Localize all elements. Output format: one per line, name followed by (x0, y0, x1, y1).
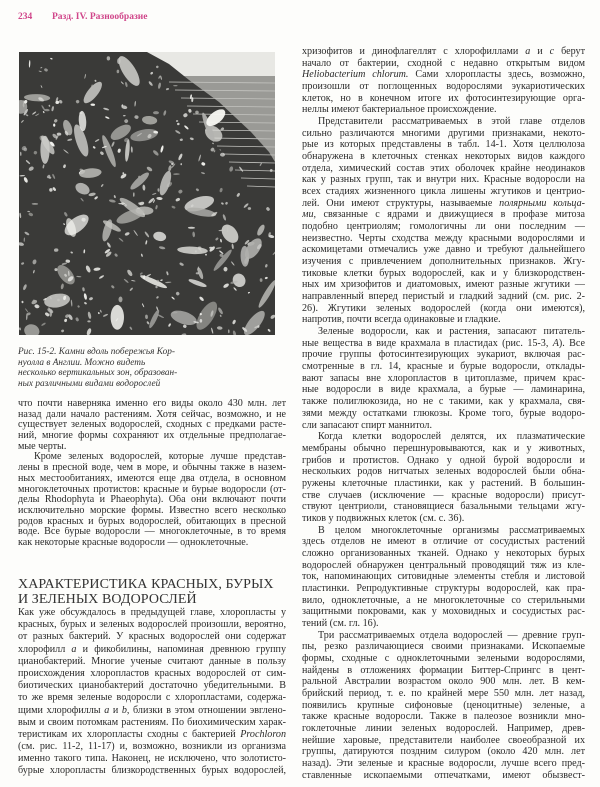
text: именно такого типа. Наконец, не исключено, что золотисто- (18, 753, 286, 765)
text: формы, сходные с одноклеточными зелеными водорослями, (302, 652, 585, 664)
text: воде. Все бурые водоросли — многоклеточные, в то время (18, 527, 286, 538)
text-line (18, 717, 286, 729)
text-line (18, 442, 286, 453)
text-line (302, 606, 585, 618)
text: как у разных групп, так и внутри них. Красные водоросли на (302, 174, 585, 186)
italic-text: a (71, 643, 77, 655)
text-line (18, 668, 286, 680)
text-line (302, 268, 585, 280)
text: прочие группы фотосинтезирующих эукариот, включая рас- (302, 349, 585, 361)
text: (см. рис. 11-2, 11-17) и, возможно, возникли из организма (18, 741, 286, 753)
running-header: Разд. IV. Разнообразие (52, 12, 148, 22)
text-line (302, 233, 585, 245)
text: ствуют центриоли, становящиеся базальными тельцами жгу- (302, 501, 585, 513)
text: ные вещества в виде крахмала в пластидах (рис. 15-3, (302, 337, 553, 349)
text-line (302, 163, 585, 175)
text-line (18, 741, 286, 753)
italic-text: полярными кольца- (499, 197, 585, 209)
text: делы Rhodophyta и Phaeophyta). Оба они включают почти (18, 495, 286, 506)
text-line (18, 538, 286, 549)
text-line (302, 46, 585, 58)
text-line (302, 338, 585, 350)
text: изучения с привлечением дополнительных признаков. Жгу- (302, 256, 585, 268)
italic-text: ми, (302, 209, 317, 221)
text-line (18, 495, 286, 506)
text: сильно различаются многими другими признаками, некото- (302, 127, 585, 139)
italic-text: А (552, 337, 559, 349)
text-line (302, 314, 585, 326)
text: теристикам их хлоропласты сходны с бактерией (18, 728, 241, 740)
text-line (302, 735, 585, 747)
caption-line: Рис. 15-2. Камни вдоль побережья Кор- (18, 347, 175, 357)
text-line (302, 116, 585, 128)
text: , близки в этом отношении эвглено- (126, 704, 286, 716)
text-line (302, 256, 585, 268)
text: неллы имеют бактериальное происхождение. (302, 104, 497, 116)
text: произошли от поглощенных водорослями эукариотических (302, 81, 585, 93)
text: сложно организованных тканей. Однако у некоторых бурых (302, 547, 585, 559)
text-line (18, 485, 286, 496)
text-line (302, 93, 585, 105)
text: существует зеленых водорослей, сходных с предками расте- (18, 420, 286, 431)
text: хризофитов и динофлагеллят с хлорофиллами (302, 46, 526, 57)
text: сли запасают спирт маннитол. (302, 419, 432, 431)
text: вым и своим потомкам растениям. По биохимическим харак- (18, 716, 286, 728)
text-line (302, 490, 585, 502)
text-line (302, 396, 585, 408)
text: ных им хризофитов и диатомовых, имеют разные жгутики — (302, 279, 585, 291)
text-line (302, 139, 585, 151)
algae-patch (111, 305, 124, 330)
text: начало от бактерии, сходной с недавно открытым видом (302, 57, 585, 69)
text: мембраны обычно перешнуровываются, как и у животных, (302, 442, 585, 454)
text: подобно центриолям; гомологичны ли они последним — (302, 221, 585, 233)
text: и (530, 46, 550, 57)
left-column-text-body (18, 607, 286, 778)
text-line (302, 688, 585, 700)
text-line (18, 680, 286, 692)
text: многоклеточных протистов: красные и бурые водоросли (от- (18, 484, 286, 495)
text-line (302, 665, 585, 677)
text-line (302, 291, 585, 303)
figure-caption (18, 347, 258, 389)
text-line (302, 700, 585, 712)
right-column-text (302, 46, 585, 781)
italic-text: Heliobacterium chlorum. (302, 69, 409, 81)
algae-patch (200, 319, 203, 323)
text-line (18, 619, 286, 631)
text-line (18, 517, 286, 528)
text: В целом многоклеточные организмы рассматриваемых (318, 524, 585, 536)
text: назад дали начало растениям. Хотя сейчас, возможно, и не (18, 409, 286, 420)
text: мые черты. (18, 441, 67, 452)
text-line (302, 104, 585, 116)
text: группы, датируются поздним силуром (около 420 млн. лет (302, 746, 585, 758)
text: связанные с ядрами и движущиеся в профазе митоза (316, 209, 585, 221)
text-line (18, 399, 286, 410)
heading-line: ХАРАКТЕРИСТИКА КРАСНЫХ, БУРЫХ (18, 577, 274, 592)
text-line (302, 525, 585, 537)
text-line (18, 463, 286, 474)
text: водорослей обнаружен центральный проводящий тяж из кле- (302, 559, 585, 571)
text: пы, резко различающиеся своими признаками. Ископаемые (302, 641, 585, 653)
text: как некоторые красные водоросли — одноклеточные. (18, 537, 249, 548)
text-line (302, 326, 585, 338)
text: цианобактерий. Многие ученые считают данные в пользу (18, 655, 286, 667)
text: тиковые клетки бурых водорослей, как и у близкородствен- (302, 267, 585, 279)
text-line (18, 644, 286, 656)
text: щими хлорофиллы (18, 704, 105, 716)
text-line (18, 410, 286, 421)
italic-text: a (525, 46, 531, 57)
text: найдены в отложениях формации Биттер-Спрингс в цент- (302, 664, 585, 676)
text: Как уже обсуждалось в предыдущей главе, хлоропласты у (18, 607, 286, 618)
text-line (302, 676, 585, 688)
text: ружены клеточные пластинки, как у растений. В большин- (302, 477, 585, 489)
text: от разных бактерий. У красных водорослей они содержат (18, 631, 286, 643)
text-line (302, 81, 585, 93)
italic-text: b (121, 704, 127, 716)
text-line (302, 69, 585, 81)
text-line (302, 221, 585, 233)
text: тиков у подвижных клеток (см. с. 36). (302, 512, 465, 524)
text-line (302, 174, 585, 186)
text-line (302, 536, 585, 548)
text: ные водоросли в виде крахмала, а бурые — ламинарина, (302, 384, 585, 396)
text-line (302, 431, 585, 443)
text: зями между остатками глюкозы. Кроме того, бурые водоро- (302, 407, 585, 419)
text: хлорофилл (18, 643, 72, 655)
text: направленный вперед перистый и гладкий задний (см. рис. 2- (302, 291, 585, 303)
text-line (18, 729, 286, 741)
text-line (18, 474, 286, 485)
text: Три рассматриваемых отдела водорослей — древние груп- (318, 629, 585, 641)
text-line (302, 244, 585, 256)
text-line (302, 58, 585, 70)
text-line (18, 705, 286, 717)
text-line (302, 595, 585, 607)
text: обнаружена в клеточных стенках некоторых видов каждого (302, 151, 585, 163)
text: бурые хлоропласты близкородственных бурых водорослей, (18, 765, 286, 777)
algae-patch (40, 136, 49, 164)
text: берут (554, 46, 585, 57)
text: Кроме зеленых водорослей, которые лучше представ- (34, 452, 286, 463)
text: родов красных и бурых водорослей, обитающих в пресной (18, 516, 286, 527)
text: ний, многие формы сохраняют их отдельные предполагае- (18, 431, 286, 442)
text-line (302, 349, 585, 361)
text: вило, одноклеточные, а не многоклеточные со стерильными (302, 594, 585, 606)
text: тений (см. гл. 16). (302, 617, 379, 629)
text: брийский период, т. е. по крайней мере 550 млн. лет назад, (302, 687, 585, 699)
text: то же время зеленые водоросли с хлоропластами, содержа- (18, 692, 286, 704)
text-line (302, 770, 585, 782)
text-line (302, 618, 585, 630)
text-line (302, 466, 585, 478)
text: Сами хлоропласты здесь, возможно, (408, 69, 585, 81)
text-line (302, 361, 585, 373)
text-line (18, 753, 286, 765)
text-line (18, 765, 286, 777)
text: биотических цианобактерий достаточно убедительными. В (18, 680, 286, 692)
text-line (302, 653, 585, 665)
caption-line: ных различными видами водорослей (18, 378, 161, 389)
text-line (302, 583, 585, 595)
text: неизвестно. Черты сходства между красными водорослями и (302, 232, 585, 244)
text-line (18, 656, 286, 668)
page-number: 234 (18, 12, 33, 22)
text: Представители рассматриваемых в этой главе отделов (318, 116, 585, 128)
text-line (302, 384, 585, 396)
text-line (302, 548, 585, 560)
text-line (302, 641, 585, 653)
text-line (18, 527, 286, 538)
text-line (302, 478, 585, 490)
text: здесь отделов не имеют в отличие от сосудистых растений (302, 536, 585, 548)
text: гоклеточные линии зеленых водорослей. Например, древ- (302, 722, 585, 734)
text: всех стадиях жизненного цикла лишены жгутиков и центрио- (302, 186, 585, 198)
text-line (302, 128, 585, 140)
text-line (302, 723, 585, 735)
italic-text: a (104, 704, 110, 716)
text: ). Все (558, 337, 585, 349)
italic-text: Prochloron (240, 728, 286, 740)
text: грибов и протистов. Однако у одной бурой водоросли и (302, 454, 585, 466)
text: 26). Жгутики зеленых водорослей (когда они имеются), (302, 302, 585, 314)
text: происхождения хлоропластов красных водорослей от сим- (18, 667, 286, 679)
text: аскомицетами отмечались уже давно и требуют дальнейшего (302, 244, 585, 256)
text-line (302, 630, 585, 642)
text: нейшие харовые, представители наиболее своеобразной их (302, 734, 585, 746)
caption-line: несколько вертикальных зон, образован- (18, 368, 178, 379)
text: лей. Они имеют структуры, называемые (302, 197, 500, 209)
text-line (302, 758, 585, 770)
algae-patch (153, 111, 159, 114)
text: Зеленые водоросли, как и растения, запасают питатель- (318, 326, 585, 338)
text: что почти наверняка именно его виды около 430 млн. лет (18, 399, 286, 409)
text: появились крупные сифоновые (ценоцитные) зеленые, а (302, 699, 585, 711)
text: также полиглюкозида, но не с такими, как у крахмала, свя- (302, 396, 585, 408)
text: ставленные ископаемыми отпечатками, имеют обызвест- (302, 769, 585, 781)
text-line (302, 303, 585, 315)
section-heading (18, 577, 274, 607)
text-line (302, 279, 585, 291)
text: ных местообитаниях, имеются еще два отдела, в основном (18, 473, 286, 484)
text-line (302, 209, 585, 221)
text: ральной Австралии возрастом около 900 млн. лет. В кем- (302, 676, 585, 688)
text-line (302, 420, 585, 432)
text-line (18, 420, 286, 431)
text: стве случаев (исключение — красные водоросли) присут- (302, 489, 585, 501)
text-line (302, 501, 585, 513)
text-line (302, 198, 585, 210)
text-line (18, 607, 286, 619)
left-column-text-top (18, 399, 286, 549)
text: смотренные в гл. 14, красные и бурые водоросли, отклады- (302, 361, 585, 373)
text: исключительно морские формы. Известно всего несколько (18, 505, 286, 516)
text: назад). Эти зеленые и красные водоросли, лучше всего пред- (302, 757, 585, 769)
text-line (302, 186, 585, 198)
text-line (302, 455, 585, 467)
text: лены в пресной воде, чем в море, и обычны также в назем- (18, 463, 286, 474)
text: отдела, химический состав этих оболочек крайне неодинаков (302, 162, 585, 174)
text: нескольких родов нитчатых зеленых водорослей были обна- (302, 466, 585, 478)
text-line (302, 571, 585, 583)
text-line (302, 151, 585, 163)
text: ток, напоминающих ситовидные элементы стебля и листовой (302, 571, 585, 583)
text-line (302, 560, 585, 572)
text: также красные водоросли. Также в палеозое возникли мно- (302, 711, 585, 723)
text: красных, бурых и зеленых водорослей произошли, вероятно, (18, 619, 286, 631)
text-line (302, 746, 585, 758)
text-line (18, 692, 286, 704)
text-line (302, 408, 585, 420)
text-line (302, 373, 585, 385)
text: Когда клетки водорослей делятся, их плазматические (318, 431, 585, 443)
text-line (18, 431, 286, 442)
heading-line: И ЗЕЛЕНЫХ ВОДОРОСЛЕЙ (18, 592, 197, 607)
text: вают запасы вне хлоропластов в цитоплазме, причем крас- (302, 372, 585, 384)
text-line (18, 631, 286, 643)
text: клеток, но в конечном итоге их фотосинтезирующие орга- (302, 92, 585, 104)
text: рые из которых представлены в табл. 14-1. Хотя целлюлоза (302, 139, 585, 151)
text: пластинки. Репродуктивные структуры водорослей, как пра- (302, 582, 585, 594)
text-line (18, 506, 286, 517)
italic-text: c (549, 46, 555, 57)
text-line (302, 443, 585, 455)
text-line (302, 513, 585, 525)
figure-photo-coastal-rocks (19, 52, 275, 335)
text: и фикобилины, напоминая древнюю группу (76, 643, 286, 655)
caption-line: нуолла в Англии. Можно видеть (18, 357, 146, 368)
text-line (18, 452, 286, 463)
text: напротив, почти всегда одинаковые и гладкие. (302, 314, 501, 326)
text-line (302, 711, 585, 723)
text: и (109, 704, 122, 716)
text: защитными покровами, как у моховидных и сосудистых рас- (302, 606, 585, 618)
